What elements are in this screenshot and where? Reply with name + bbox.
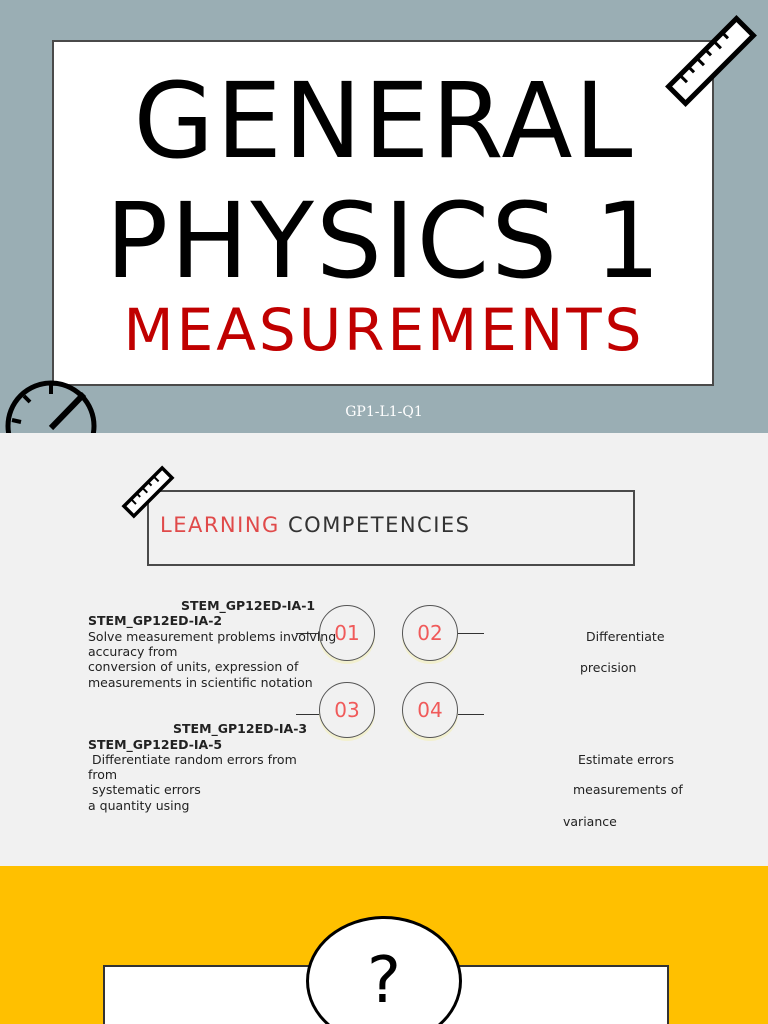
- competency-text: a quantity using: [88, 798, 190, 813]
- heading-accent: LEARNING: [160, 513, 280, 537]
- title-line-1: GENERAL: [133, 60, 635, 182]
- question-slide: [0, 866, 768, 1024]
- competency-text: Differentiate: [586, 629, 665, 644]
- competency-code: STEM_GP12ED-IA-3: [173, 721, 308, 736]
- competency-text: variance: [563, 814, 617, 829]
- competency-text: Solve measurement problems involving: [88, 629, 337, 644]
- competency-text: measurements of: [573, 782, 683, 797]
- section-heading: [160, 513, 471, 537]
- number-circle-01: 01: [319, 605, 375, 661]
- connector-line: [296, 714, 320, 715]
- competency-code: STEM_GP12ED-IA-5: [88, 737, 223, 752]
- competency-text: measurements in scientific notation: [88, 675, 313, 690]
- subtitle: MEASUREMENTS: [123, 296, 645, 364]
- competency-text: from: [88, 767, 118, 782]
- ruler-icon: [660, 10, 762, 112]
- competencies-slide: [0, 433, 768, 866]
- number-circle-03: 03: [319, 682, 375, 738]
- competency-text: Differentiate random errors from: [88, 752, 297, 767]
- competency-text: accuracy from: [88, 644, 178, 659]
- number-circle-02: 02: [402, 605, 458, 661]
- competency-code: STEM_GP12ED-IA-1: [181, 598, 316, 613]
- competency-text: precision: [580, 660, 637, 675]
- title-line-2: PHYSICS 1: [105, 180, 663, 302]
- competency-text: systematic errors: [88, 782, 201, 797]
- competency-text: Estimate errors: [578, 752, 674, 767]
- lesson-code: GP1-L1-Q1: [345, 404, 423, 420]
- connector-line: [458, 714, 484, 715]
- title-slide: [0, 0, 768, 433]
- competency-text: conversion of units, expression of: [88, 659, 299, 674]
- number-circle-04: 04: [402, 682, 458, 738]
- heading-rest: COMPETENCIES: [288, 513, 471, 537]
- competency-code: STEM_GP12ED-IA-2: [88, 613, 223, 628]
- connector-line: [458, 633, 484, 634]
- question-mark-circle: ?: [306, 916, 462, 1024]
